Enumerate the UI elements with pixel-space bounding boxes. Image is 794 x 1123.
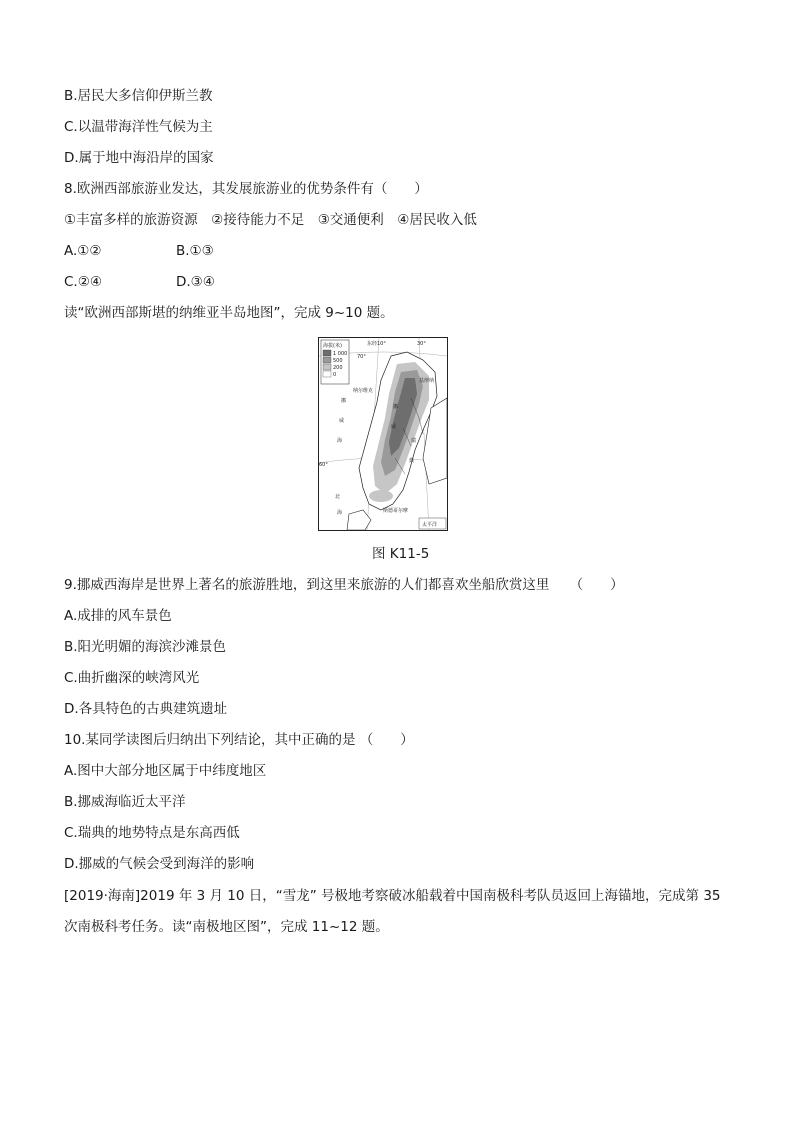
q8-items: ①丰富多样的旅游资源 ②接待能力不足 ③交通便利 ④居民收入低 xyxy=(64,212,477,228)
q8-option-d: D.③④ xyxy=(176,274,215,290)
place-stockholm: 斯德哥尔摩 xyxy=(383,508,409,514)
sea-label-1: 挪 xyxy=(341,398,347,404)
q9-option-d: D.各具特色的古典建筑遗址 xyxy=(64,701,228,717)
lat-label-70: 70° xyxy=(357,354,366,360)
intro-11-12-line-1: [2019·海南]2019 年 3 月 10 日，“雪龙” 号极地考察破冰船载着中国南极科考队员返回上海锚地，完成第 35 xyxy=(64,888,721,904)
q8-stem: 8.欧洲西部旅游业发达，其发展旅游业的优势条件有（ ） xyxy=(64,181,428,197)
q9-option-c: C.曲折幽深的峡湾风光 xyxy=(64,670,200,686)
country-norway-2: 威 xyxy=(391,424,397,430)
country-norway-1: 挪 xyxy=(393,404,399,410)
q10-option-c: C.瑞典的地势特点是东高西低 xyxy=(64,825,240,841)
lon-label-30: 30° xyxy=(417,341,426,347)
country-sweden-1: 瑞 xyxy=(411,438,417,444)
legend-level-3: 200 xyxy=(333,365,343,371)
southern-lowland xyxy=(369,490,393,502)
map-legend xyxy=(321,340,349,384)
sea-label-3: 海 xyxy=(337,438,343,444)
q7-option-c: C.以温带海洋性气候为主 xyxy=(64,119,213,135)
legend-level-2: 500 xyxy=(333,358,343,364)
map-svg xyxy=(319,338,447,530)
q9-option-a: A.成排的风车景色 xyxy=(64,608,172,624)
q8-option-c: C.②④ xyxy=(64,274,102,290)
scandinavia-map xyxy=(318,337,448,531)
q8-options-row-2 xyxy=(64,273,215,291)
lat-label-60: 60° xyxy=(319,462,328,468)
q7-option-b: B.居民大多信仰伊斯兰教 xyxy=(64,88,213,104)
south-land xyxy=(347,510,371,530)
q9-option-b: B.阳光明媚的海滨沙滩景色 xyxy=(64,639,227,655)
country-sweden-2: 典 xyxy=(409,458,415,464)
q7-option-d: D.属于地中海沿岸的国家 xyxy=(64,150,214,166)
place-narvik: 纳尔维克 xyxy=(353,388,374,394)
intro-9-10: 读“欧洲西部斯堪的纳维亚半岛地图”，完成 9~10 题。 xyxy=(64,305,394,321)
lon-label-10: 东经10° xyxy=(367,341,386,347)
intro-11-12-line-2: 次南极科考任务。读“南极地区图”，完成 11~12 题。 xyxy=(64,919,389,935)
north-sea-label-1: 北 xyxy=(335,494,341,500)
sea-label-2: 威 xyxy=(339,418,345,424)
q8-options-row-1 xyxy=(64,242,214,260)
north-sea-label-2: 海 xyxy=(337,510,343,516)
legend-title: 海拔(米) xyxy=(323,343,342,349)
q10-option-b: B.挪威海临近太平洋 xyxy=(64,794,186,810)
place-kiruna: 基律纳 xyxy=(419,378,435,384)
legend-level-1: 1 000 xyxy=(333,351,348,357)
figure-caption: 图 K11-5 xyxy=(372,546,430,562)
q8-option-a: A.①② xyxy=(64,243,102,259)
q10-option-a: A.图中大部分地区属于中纬度地区 xyxy=(64,763,267,779)
legend-level-4: 0 xyxy=(333,372,337,378)
q10-stem: 10.某同学读图后归纳出下列结论，其中正确的是 （ ） xyxy=(64,732,414,748)
map-box-label: 太平洋 xyxy=(422,522,438,528)
q9-stem: 9.挪威西海岸是世界上著名的旅游胜地，到这里来旅游的人们都喜欢坐船欣赏这里 （ ） xyxy=(64,577,624,593)
q8-option-b: B.①③ xyxy=(176,243,214,259)
q10-option-d: D.挪威的气候会受到海洋的影响 xyxy=(64,856,255,872)
